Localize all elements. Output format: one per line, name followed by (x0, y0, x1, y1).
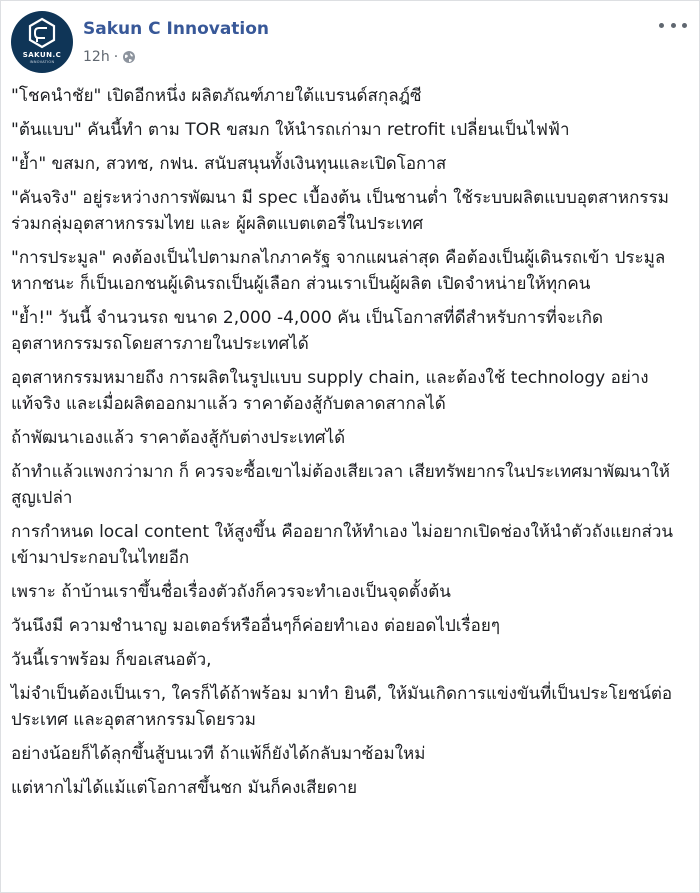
post-paragraph: อุตสาหกรรมหมายถึง การผลิตในรูปแบบ supply chain, และต้องใช้ technology อย่างแท้จริง และเมื่อผลิตออกมาแล้ว ราคาต้องสู้กับตลาดสากลได้ (11, 368, 649, 414)
post-paragraph: "ต้นแบบ" คันนี้ทำ ตาม TOR ขสมก ให้นำรถเก่ามา retrofit เปลี่ยนเป็นไฟฟ้า (11, 120, 570, 140)
post-body (11, 83, 681, 809)
post-paragraph: ถ้าพัฒนาเองแล้ว ราคาต้องสู้กับต่างประเทศได้ (11, 428, 346, 448)
avatar-logo-subtext: INNOVATION (29, 60, 55, 64)
post-timestamp[interactable]: 12h (83, 49, 110, 65)
post-paragraph: "การประมูล" คงต้องเป็นไปตามกลไกภาครัฐ จากแผนล่าสุด คือต้องเป็นผู้เดินรถเข้า ประมูล หากชนะ ก็เป็นเอกชนผู้เดินรถเป็นผู้เลือก ส่วนเราเป็นผู้ผลิต เปิดจำหน่ายให้ทุกคน (11, 248, 666, 294)
post-paragraph: วันนึงมี ความชำนาญ มอเตอร์หรืออื่นๆก็ค่อยทำเอง ต่อยอดไปเรื่อยๆ (11, 616, 500, 636)
more-options-icon[interactable] (659, 17, 687, 33)
globe-icon[interactable] (122, 50, 136, 64)
post-paragraph: "โชคนำชัย" เปิดอีกหนึ่ง ผลิตภัณฑ์ภายใต้แบรนด์สกุลฎ์ซี (11, 86, 422, 106)
post-paragraph: เพราะ ถ้าบ้านเราขึ้นชื่อเรื่องตัวถังก็ควรจะทำเองเป็นจุดตั้งต้น (11, 582, 451, 602)
post-paragraph: วันนี้เราพร้อม ก็ขอเสนอตัว, (11, 650, 212, 670)
avatar-logo-text: SAKUN.C (22, 51, 62, 59)
post-paragraph: ถ้าทำแล้วแพงกว่ามาก ก็ ควรจะซื้อเขาไม่ต้องเสียเวลา เสียทรัพยากรในประเทศมาพัฒนาให้สูญเปล่า (11, 462, 670, 508)
post-paragraph: "ย้ำ" ขสมก, สวทช, กฟน. สนับสนุนทั้งเงินทุนและเปิดโอกาส (11, 154, 447, 174)
post-paragraph: "คันจริง" อยู่ระหว่างการพัฒนา มี spec เบื้องต้น เป็นชานต่ำ ใช้ระบบผลิตแบบอุตสาหกรรม ร่วมกลุ่มอุตสาหกรรมไทย และ ผู้ผลิตแบตเตอรี่ในประเทศ (11, 188, 669, 234)
post-paragraph: "ย้ำ!" วันนี้ จำนวนรถ ขนาด 2,000 -4,000 คัน เป็นโอกาสที่ดีสำหรับการที่จะเกิดอุตสาหกรรมรถโดยสารภายในประเทศได้ (11, 308, 604, 354)
meta-separator: · (113, 49, 119, 65)
post-paragraph: ไม่จำเป็นต้องเป็นเรา, ใครก็ได้ถ้าพร้อม มาทำ ยินดี, ให้มันเกิดการแข่งขันที่เป็นประโยชน์ต่อประเทศ และอุตสาหกรรมโดยรวม (11, 684, 673, 730)
post-paragraph: อย่างน้อยก็ได้ลุกขึ้นสู้บนเวที ถ้าแพ้ก็ยังได้กลับมาซ้อมใหม่ (11, 744, 426, 764)
avatar[interactable] (11, 11, 73, 73)
post-paragraph: การกำหนด local content ให้สูงขึ้น คืออยากให้ทำเอง ไม่อยากเปิดช่องให้นำตัวถังแยกส่วนเข้ามาประกอบในไทยอีก (11, 522, 674, 568)
post-header (11, 11, 689, 75)
post-meta (83, 49, 136, 65)
page-name-link[interactable]: Sakun C Innovation (83, 19, 270, 39)
post-paragraph: แต่หากไม่ได้แม้แต่โอกาสขึ้นชก มันก็คงเสียดาย (11, 778, 358, 798)
